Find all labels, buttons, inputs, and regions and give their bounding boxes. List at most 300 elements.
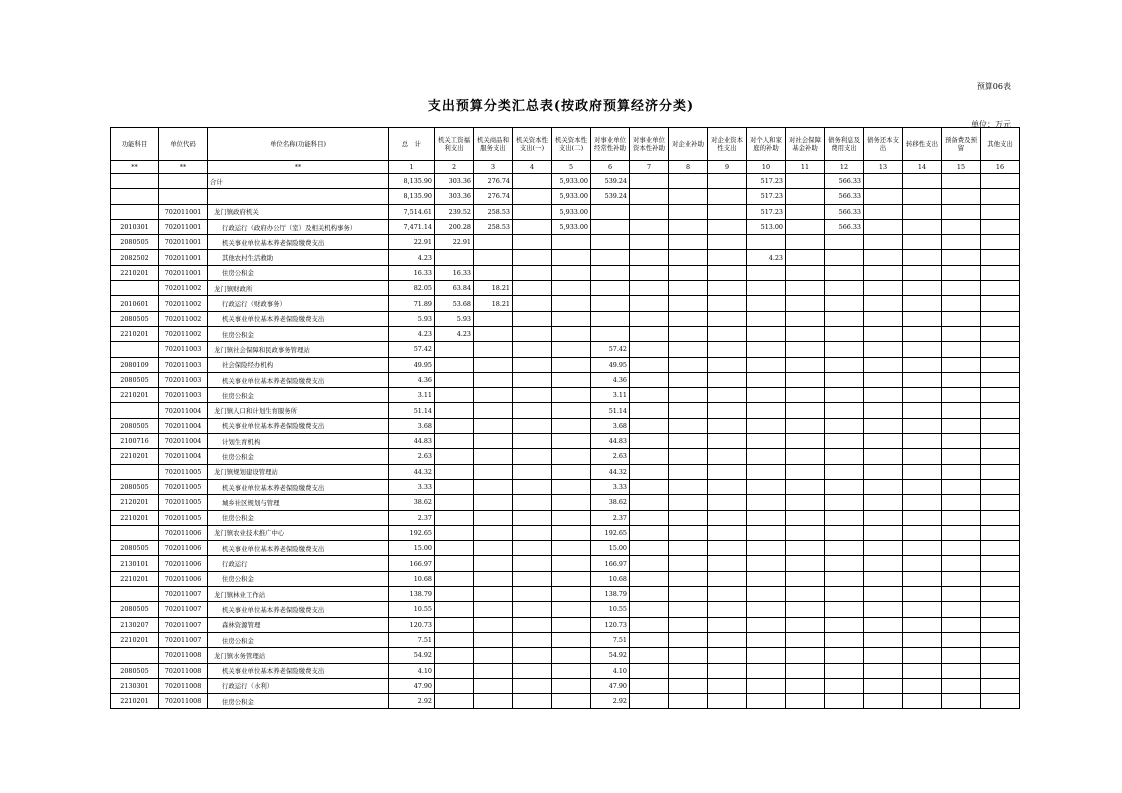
unit-name-cell: 行政运行（财政事务）: [208, 296, 389, 311]
table-row: [111, 464, 1020, 479]
amount-cell: [630, 694, 669, 709]
amount-cell: [513, 189, 552, 204]
amount-cell: [513, 174, 552, 189]
table-row: [111, 250, 1020, 265]
amount-cell: [513, 357, 552, 372]
unit-name-cell: 住房公积金: [208, 571, 389, 586]
amount-cell: [903, 342, 942, 357]
amount-cell: [708, 434, 747, 449]
unit-name-cell: 住房公积金: [208, 326, 389, 341]
function-code-cell: 2080505: [111, 311, 159, 326]
amount-cell: [942, 250, 981, 265]
amount-cell: [942, 219, 981, 234]
amount-cell: [591, 204, 630, 219]
amount-cell: 49.95: [591, 357, 630, 372]
amount-cell: 4.23: [747, 250, 786, 265]
amount-cell: [747, 372, 786, 387]
amount-cell: 4.23: [389, 326, 435, 341]
function-code-cell: 2080505: [111, 418, 159, 433]
amount-cell: [747, 571, 786, 586]
amount-cell: [981, 296, 1020, 311]
amount-cell: [591, 265, 630, 280]
amount-cell: 517.23: [747, 204, 786, 219]
amount-cell: [864, 281, 903, 296]
amount-cell: [786, 403, 825, 418]
amount-cell: [708, 250, 747, 265]
amount-cell: [708, 479, 747, 494]
amount-cell: [825, 648, 864, 663]
amount-cell: [708, 189, 747, 204]
amount-cell: [474, 525, 513, 540]
amount-cell: [864, 418, 903, 433]
amount-cell: [513, 602, 552, 617]
amount-cell: 192.65: [591, 525, 630, 540]
amount-cell: [747, 403, 786, 418]
amount-cell: 120.73: [389, 617, 435, 632]
amount-cell: 7,471.14: [389, 219, 435, 234]
amount-cell: [474, 449, 513, 464]
amount-cell: [942, 311, 981, 326]
column-header: 对事业单位经常性补助: [591, 128, 630, 161]
amount-cell: [552, 235, 591, 250]
amount-cell: [981, 464, 1020, 479]
function-code-cell: 2210201: [111, 571, 159, 586]
unit-name-cell: 机关事业单位基本养老保险缴费支出: [208, 311, 389, 326]
amount-cell: [903, 265, 942, 280]
amount-cell: [708, 326, 747, 341]
amount-cell: [981, 174, 1020, 189]
unit-code-cell: 702011004: [159, 449, 208, 464]
amount-cell: 166.97: [389, 556, 435, 571]
amount-cell: [474, 464, 513, 479]
table-row: [111, 525, 1020, 540]
amount-cell: [630, 434, 669, 449]
amount-cell: [708, 449, 747, 464]
amount-cell: [981, 434, 1020, 449]
amount-cell: [669, 556, 708, 571]
amount-cell: [903, 296, 942, 311]
amount-cell: [864, 296, 903, 311]
amount-cell: [708, 663, 747, 678]
amount-cell: [474, 434, 513, 449]
amount-cell: [864, 235, 903, 250]
unit-name-cell: 住房公积金: [208, 265, 389, 280]
amount-cell: [474, 403, 513, 418]
amount-cell: [825, 449, 864, 464]
amount-cell: [981, 235, 1020, 250]
amount-cell: [708, 281, 747, 296]
amount-cell: [513, 372, 552, 387]
table-row: [111, 663, 1020, 678]
amount-cell: [981, 694, 1020, 709]
amount-cell: [630, 602, 669, 617]
table-row: [111, 694, 1020, 709]
unit-code-cell: 702011008: [159, 694, 208, 709]
amount-cell: [630, 663, 669, 678]
table-row: [111, 189, 1020, 204]
amount-cell: [942, 541, 981, 556]
amount-cell: [513, 525, 552, 540]
column-header: 机关工资福利支出: [435, 128, 474, 161]
amount-cell: [825, 617, 864, 632]
amount-cell: [630, 189, 669, 204]
amount-cell: [708, 204, 747, 219]
amount-cell: [630, 311, 669, 326]
amount-cell: [630, 281, 669, 296]
function-code-cell: [111, 174, 159, 189]
amount-cell: 10.68: [389, 571, 435, 586]
amount-cell: [630, 357, 669, 372]
amount-cell: [669, 479, 708, 494]
amount-cell: [474, 556, 513, 571]
column-header: 单位代码: [159, 128, 208, 161]
amount-cell: 5,933.00: [552, 174, 591, 189]
amount-cell: [786, 204, 825, 219]
amount-cell: [513, 495, 552, 510]
function-code-cell: 2080505: [111, 602, 159, 617]
table-row: [111, 357, 1020, 372]
amount-cell: [825, 235, 864, 250]
column-index: 15: [942, 161, 981, 174]
amount-cell: [552, 265, 591, 280]
amount-cell: [864, 663, 903, 678]
amount-cell: [903, 403, 942, 418]
unit-name-cell: 龙门镇水务管理站: [208, 648, 389, 663]
amount-cell: 5,933.00: [552, 204, 591, 219]
amount-cell: [864, 250, 903, 265]
amount-cell: [552, 388, 591, 403]
amount-cell: [708, 235, 747, 250]
amount-cell: [630, 326, 669, 341]
amount-cell: [747, 648, 786, 663]
amount-cell: [864, 556, 903, 571]
amount-cell: [435, 464, 474, 479]
amount-cell: [825, 510, 864, 525]
amount-cell: [669, 587, 708, 602]
amount-cell: [903, 418, 942, 433]
function-code-cell: 2010301: [111, 219, 159, 234]
unit-code-cell: 702011002: [159, 296, 208, 311]
table-row: [111, 326, 1020, 341]
amount-cell: 82.05: [389, 281, 435, 296]
amount-cell: [435, 372, 474, 387]
amount-cell: [708, 219, 747, 234]
unit-name-cell: 机关事业单位基本养老保险缴费支出: [208, 479, 389, 494]
amount-cell: [669, 525, 708, 540]
amount-cell: [747, 326, 786, 341]
unit-name-cell: 龙门镇社会保障和民政事务管理站: [208, 342, 389, 357]
amount-cell: [630, 219, 669, 234]
amount-cell: [864, 265, 903, 280]
column-index: 13: [864, 161, 903, 174]
amount-cell: [903, 357, 942, 372]
table-body: [111, 174, 1020, 709]
amount-cell: [435, 342, 474, 357]
amount-cell: 38.62: [591, 495, 630, 510]
amount-cell: [747, 388, 786, 403]
amount-cell: [669, 495, 708, 510]
amount-cell: [942, 296, 981, 311]
amount-cell: [669, 357, 708, 372]
table-row: [111, 617, 1020, 632]
amount-cell: [981, 587, 1020, 602]
amount-cell: 517.23: [747, 174, 786, 189]
amount-cell: [474, 632, 513, 647]
amount-cell: [903, 602, 942, 617]
amount-cell: [435, 617, 474, 632]
amount-cell: [786, 434, 825, 449]
column-header: 预备费及预留: [942, 128, 981, 161]
amount-cell: [825, 663, 864, 678]
amount-cell: [474, 617, 513, 632]
amount-cell: [825, 326, 864, 341]
amount-cell: [825, 525, 864, 540]
column-index: 4: [513, 161, 552, 174]
column-index: 5: [552, 161, 591, 174]
column-index: 12: [825, 161, 864, 174]
amount-cell: 51.14: [389, 403, 435, 418]
amount-cell: [864, 403, 903, 418]
function-code-cell: 2082502: [111, 250, 159, 265]
amount-cell: [708, 174, 747, 189]
amount-cell: [942, 571, 981, 586]
column-index: **: [111, 161, 159, 174]
function-code-cell: 2210201: [111, 632, 159, 647]
amount-cell: [552, 632, 591, 647]
table-row: [111, 510, 1020, 525]
amount-cell: [747, 311, 786, 326]
function-code-cell: [111, 648, 159, 663]
amount-cell: [864, 617, 903, 632]
amount-cell: [552, 281, 591, 296]
amount-cell: [786, 632, 825, 647]
function-code-cell: [111, 204, 159, 219]
amount-cell: 22.91: [435, 235, 474, 250]
amount-cell: [981, 663, 1020, 678]
amount-cell: [825, 495, 864, 510]
amount-cell: [669, 219, 708, 234]
amount-cell: [552, 587, 591, 602]
amount-cell: [669, 326, 708, 341]
amount-cell: [903, 189, 942, 204]
amount-cell: 18.21: [474, 281, 513, 296]
amount-cell: 566.33: [825, 204, 864, 219]
amount-cell: [513, 418, 552, 433]
amount-cell: [825, 418, 864, 433]
column-index: 16: [981, 161, 1020, 174]
amount-cell: [747, 235, 786, 250]
amount-cell: [981, 403, 1020, 418]
amount-cell: 4.10: [389, 663, 435, 678]
amount-cell: [786, 296, 825, 311]
amount-cell: [786, 449, 825, 464]
amount-cell: [903, 632, 942, 647]
function-code-cell: [111, 525, 159, 540]
unit-name-cell: 行政运行（政府办公厅（室）及相关机构事务）: [208, 219, 389, 234]
amount-cell: [513, 403, 552, 418]
amount-cell: 4.10: [591, 663, 630, 678]
amount-cell: [669, 204, 708, 219]
amount-cell: [474, 602, 513, 617]
amount-cell: [708, 602, 747, 617]
amount-cell: [591, 281, 630, 296]
table-row: [111, 418, 1020, 433]
amount-cell: 51.14: [591, 403, 630, 418]
unit-name-cell: 机关事业单位基本养老保险缴费支出: [208, 235, 389, 250]
amount-cell: [669, 265, 708, 280]
amount-cell: 5.93: [435, 311, 474, 326]
amount-cell: [552, 495, 591, 510]
amount-cell: [669, 510, 708, 525]
amount-cell: [435, 632, 474, 647]
amount-cell: [669, 663, 708, 678]
amount-cell: 239.52: [435, 204, 474, 219]
amount-cell: [435, 648, 474, 663]
amount-cell: [591, 219, 630, 234]
unit-name-cell: 社会保险经办机构: [208, 357, 389, 372]
amount-cell: 3.68: [389, 418, 435, 433]
unit-name-cell: 机关事业单位基本养老保险缴费支出: [208, 541, 389, 556]
column-header: 对企业补助: [669, 128, 708, 161]
amount-cell: [981, 648, 1020, 663]
amount-cell: [630, 265, 669, 280]
unit-code-cell: [159, 189, 208, 204]
amount-cell: [864, 449, 903, 464]
column-header: 机关资本性支出(二): [552, 128, 591, 161]
amount-cell: [708, 357, 747, 372]
unit-name-cell: 森林资源管理: [208, 617, 389, 632]
amount-cell: 258.53: [474, 219, 513, 234]
amount-cell: [942, 694, 981, 709]
amount-cell: [864, 541, 903, 556]
unit-code-cell: 702011001: [159, 219, 208, 234]
amount-cell: [513, 587, 552, 602]
unit-code-cell: 702011004: [159, 418, 208, 433]
amount-cell: [864, 587, 903, 602]
amount-cell: [747, 342, 786, 357]
amount-cell: 38.62: [389, 495, 435, 510]
amount-cell: 10.68: [591, 571, 630, 586]
amount-cell: [669, 418, 708, 433]
amount-cell: [903, 434, 942, 449]
unit-name-cell: 行政运行（水利）: [208, 678, 389, 693]
unit-name-cell: 龙门镇规划建设管理站: [208, 464, 389, 479]
unit-name-cell: 机关事业单位基本养老保险缴费支出: [208, 602, 389, 617]
amount-cell: [630, 235, 669, 250]
amount-cell: [864, 434, 903, 449]
amount-cell: [786, 479, 825, 494]
amount-cell: 2.37: [591, 510, 630, 525]
table-row: [111, 602, 1020, 617]
amount-cell: [669, 311, 708, 326]
amount-cell: [474, 342, 513, 357]
amount-cell: 566.33: [825, 174, 864, 189]
amount-cell: 5,933.00: [552, 189, 591, 204]
amount-cell: [591, 250, 630, 265]
amount-cell: [903, 648, 942, 663]
function-code-cell: [111, 189, 159, 204]
amount-cell: [630, 678, 669, 693]
unit-code-cell: 702011005: [159, 510, 208, 525]
column-header: 债务还本支出: [864, 128, 903, 161]
amount-cell: [864, 571, 903, 586]
amount-cell: [747, 449, 786, 464]
amount-cell: [435, 250, 474, 265]
amount-cell: [864, 479, 903, 494]
function-code-cell: 2010601: [111, 296, 159, 311]
amount-cell: [708, 525, 747, 540]
unit-name-cell: 机关事业单位基本养老保险缴费支出: [208, 372, 389, 387]
amount-cell: [630, 204, 669, 219]
amount-cell: 57.42: [389, 342, 435, 357]
amount-cell: [513, 311, 552, 326]
amount-cell: [591, 296, 630, 311]
amount-cell: [942, 587, 981, 602]
amount-cell: [708, 556, 747, 571]
amount-cell: [552, 311, 591, 326]
unit-name-cell: 机关事业单位基本养老保险缴费支出: [208, 663, 389, 678]
amount-cell: 10.55: [591, 602, 630, 617]
amount-cell: 49.95: [389, 357, 435, 372]
amount-cell: [474, 648, 513, 663]
amount-cell: [591, 235, 630, 250]
amount-cell: [669, 602, 708, 617]
amount-cell: [669, 388, 708, 403]
amount-cell: [786, 525, 825, 540]
amount-cell: [669, 250, 708, 265]
amount-cell: 2.92: [591, 694, 630, 709]
table-row: [111, 648, 1020, 663]
amount-cell: [786, 265, 825, 280]
amount-cell: [669, 189, 708, 204]
amount-cell: [747, 418, 786, 433]
amount-cell: [903, 281, 942, 296]
amount-cell: [981, 250, 1020, 265]
amount-cell: 200.28: [435, 219, 474, 234]
amount-cell: 2.63: [389, 449, 435, 464]
unit-code-cell: 702011004: [159, 434, 208, 449]
unit-name-cell: 住房公积金: [208, 388, 389, 403]
amount-cell: [786, 694, 825, 709]
amount-cell: [708, 464, 747, 479]
unit-code-cell: 702011005: [159, 464, 208, 479]
amount-cell: [513, 464, 552, 479]
table-row: [111, 235, 1020, 250]
unit-code-cell: 702011001: [159, 235, 208, 250]
amount-cell: 16.33: [435, 265, 474, 280]
amount-cell: [942, 678, 981, 693]
amount-cell: [942, 189, 981, 204]
amount-cell: [630, 418, 669, 433]
amount-cell: [669, 372, 708, 387]
amount-cell: [708, 694, 747, 709]
amount-cell: [786, 311, 825, 326]
amount-cell: [552, 541, 591, 556]
amount-cell: [669, 449, 708, 464]
function-code-cell: [111, 342, 159, 357]
unit-code-cell: 702011001: [159, 265, 208, 280]
amount-cell: [825, 281, 864, 296]
amount-cell: [786, 189, 825, 204]
amount-cell: [981, 418, 1020, 433]
amount-cell: [864, 602, 903, 617]
amount-cell: [981, 342, 1020, 357]
amount-cell: 566.33: [825, 189, 864, 204]
amount-cell: [513, 342, 552, 357]
unit-code-cell: 702011001: [159, 204, 208, 219]
amount-cell: [513, 541, 552, 556]
amount-cell: 53.68: [435, 296, 474, 311]
